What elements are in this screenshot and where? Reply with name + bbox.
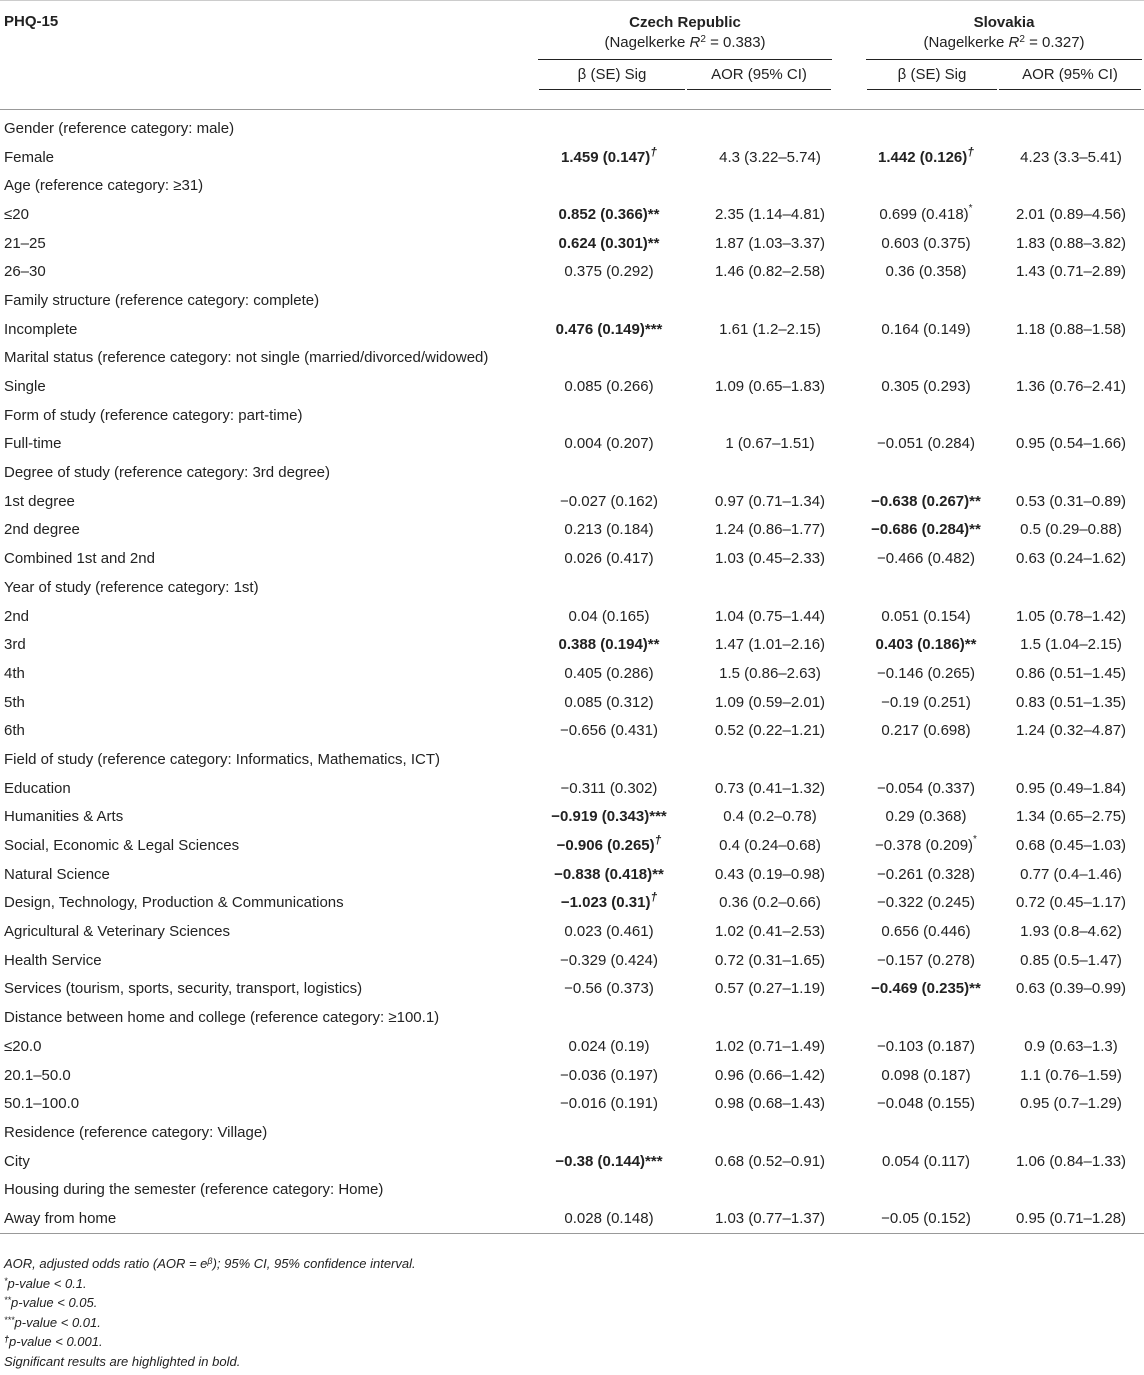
czech-aor-cell: 1.02 (0.71–1.49): [714, 1037, 826, 1055]
czech-aor-cell: 0.73 (0.41–1.32): [714, 779, 826, 797]
row-label: ≤20.0: [4, 1037, 42, 1055]
row-label: Single: [4, 378, 46, 396]
slovakia-beta-cell: −0.05 (0.152): [854, 1204, 998, 1233]
slovakia-beta-cell: −0.103 (0.187): [877, 1037, 975, 1055]
czech-aor-cell: 0.72 (0.31–1.65): [714, 951, 826, 969]
table-row: [0, 200, 1144, 229]
czech-beta-cell: 0.085 (0.312): [564, 693, 654, 711]
czech-aor-cell: 1.46 (0.82–2.58): [714, 263, 826, 281]
slovakia-aor-cell: 0.95 (0.49–1.84): [1015, 779, 1127, 797]
slovakia-aor-cell: 1.36 (0.76–2.41): [1015, 378, 1127, 396]
czech-beta-cell: 0.028 (0.148): [532, 1204, 686, 1233]
row-label: ≤20: [4, 205, 29, 223]
slovakia-aor-cell: 0.95 (0.7–1.29): [1020, 1095, 1122, 1113]
slovakia-beta-cell: −0.638 (0.267)**: [871, 492, 981, 510]
row-label: Humanities & Arts: [4, 808, 124, 826]
category-filler: [532, 401, 1144, 430]
czech-beta-cell: 0.388 (0.194)**: [558, 636, 660, 654]
row-label: 21–25: [4, 234, 46, 252]
czech-beta-cell: 0.004 (0.207): [564, 435, 654, 453]
slovakia-beta-cell: −0.686 (0.284)**: [871, 521, 981, 539]
czech-beta-cell: 0.04 (0.165): [568, 607, 650, 625]
czech-aor-cell: 0.97 (0.71–1.34): [714, 492, 826, 510]
dagger-mark: †: [650, 890, 658, 905]
slovakia-beta-cell: 0.305 (0.293): [881, 378, 971, 396]
slovakia-beta-cell: −0.048 (0.155): [877, 1095, 975, 1113]
category-filler: [532, 1118, 1144, 1147]
table-row: [0, 889, 1144, 918]
row-label: Health Service: [4, 951, 102, 969]
row-label: 2nd degree: [4, 521, 80, 539]
czech-aor-cell: 0.96 (0.66–1.42): [714, 1066, 826, 1084]
category-label: Degree of study (reference category: 3rd degree): [4, 464, 331, 482]
category-filler: [532, 573, 1144, 602]
czech-aor-cell: 1.61 (1.2–2.15): [719, 320, 821, 338]
slovakia-aor-cell: 0.72 (0.45–1.17): [1015, 894, 1127, 912]
slovakia-aor-cell: 0.83 (0.51–1.35): [1015, 693, 1127, 711]
slovakia-aor-cell: 1.43 (0.71–2.89): [1015, 263, 1127, 281]
czech-aor-cell: 4.3 (3.22–5.74): [719, 148, 821, 166]
footnote-p001: ***p-value < 0.01.: [4, 1314, 101, 1330]
row-label: Design, Technology, Production & Communications: [4, 894, 344, 912]
slovakia-beta-cell: −0.19 (0.251): [881, 693, 971, 711]
slovakia-aor-cell: 2.01 (0.89–4.56): [1015, 205, 1127, 223]
czech-beta-cell: 0.405 (0.286): [564, 664, 654, 682]
slovakia-aor-cell: 1.18 (0.88–1.58): [1015, 320, 1127, 338]
table-row: [0, 372, 1144, 401]
table-row: [0, 774, 1144, 803]
slovakia-beta-cell: 0.051 (0.154): [881, 607, 971, 625]
czech-beta-cell: 0.026 (0.417): [564, 550, 654, 568]
czech-aor-cell: 0.98 (0.68–1.43): [714, 1095, 826, 1113]
slovakia-country-name: Slovakia: [973, 14, 1035, 31]
star-mark: *: [968, 202, 973, 214]
table-row: [0, 1204, 1144, 1233]
czech-aor-cell: 0.43 (0.19–0.98): [714, 865, 826, 883]
category-row: [0, 110, 1144, 143]
category-filler: [532, 110, 1144, 143]
category-filler: [532, 171, 1144, 200]
czech-aor-cell: 0.57 (0.27–1.19): [714, 980, 826, 998]
slovakia-beta-cell: 0.217 (0.698): [881, 722, 971, 740]
czech-beta-cell: −1.023 (0.31)†: [560, 890, 658, 912]
czech-beta-cell: 0.375 (0.292): [564, 263, 654, 281]
slovakia-beta-cell: 0.054 (0.117): [881, 1152, 971, 1170]
slovakia-beta-cell: 0.656 (0.446): [881, 923, 971, 941]
czech-model-fit: (Nagelkerke $R^2 = 0.383$): [604, 34, 766, 51]
row-label: Agricultural & Veterinary Sciences: [4, 923, 230, 941]
table-row: [0, 803, 1144, 832]
category-label: Form of study (reference category: part-time): [4, 406, 303, 424]
slovakia-aor-cell: 0.5 (0.29–0.88): [1020, 521, 1122, 539]
slovakia-aor-cell: 4.23 (3.3–5.41): [1020, 148, 1122, 166]
category-filler: [532, 1175, 1144, 1204]
slovakia-model-fit: (Nagelkerke $R^2 = 0.327$): [923, 34, 1085, 51]
slovakia-beta-cell: 0.603 (0.375): [881, 234, 971, 252]
slovakia-beta-cell: 0.29 (0.368): [885, 808, 967, 826]
slovakia-aor-cell: 1.05 (0.78–1.42): [1015, 607, 1127, 625]
category-row: [0, 344, 1144, 373]
slovakia-aor-cell: 0.9 (0.63–1.3): [1024, 1037, 1118, 1055]
footnote-p0001: †p-value < 0.001.: [4, 1334, 103, 1350]
slovakia-aor-cell: 1.83 (0.88–3.82): [1015, 234, 1127, 252]
czech-country-name: Czech Republic: [629, 14, 741, 31]
footnote-abbreviations: AOR, adjusted odds ratio $(AOR = e^\beta)$; 95% CI, 95% confidence interval.: [4, 1256, 416, 1271]
dagger-mark: †: [654, 833, 662, 848]
row-label: Services (tourism, sports, security, transport, logistics): [4, 980, 363, 998]
slovakia-aor-cell: 1.1 (0.76–1.59): [1020, 1066, 1122, 1084]
slovakia-aor-cell: 1.24 (0.32–4.87): [1015, 722, 1127, 740]
footnote-bold-note: Significant results are highlighted in bold.: [4, 1353, 241, 1369]
category-label: Housing during the semester (reference category: Home): [4, 1181, 384, 1199]
czech-aor-cell: 1.5 (0.86–2.63): [719, 664, 821, 682]
dagger-mark: †: [967, 144, 974, 159]
category-label: Distance between home and college (reference category: ≥100.1): [4, 1009, 440, 1027]
row-label: Incomplete: [4, 320, 78, 338]
czech-aor-cell: 1 (0.67–1.51): [725, 435, 815, 453]
category-label: Family structure (reference category: complete): [4, 291, 320, 309]
czech-beta-cell: 0.024 (0.19): [568, 1037, 650, 1055]
row-label: Female: [4, 148, 55, 166]
czech-aor-cell: 1.24 (0.86–1.77): [714, 521, 826, 539]
regression-table: [0, 1, 1144, 1234]
slovakia-aor-header: AOR (95% CI): [998, 60, 1144, 109]
table-row: [0, 1089, 1144, 1118]
table-row: [0, 544, 1144, 573]
table-row: [0, 1147, 1144, 1176]
slovakia-beta-cell: 0.164 (0.149): [881, 320, 971, 338]
row-label: Away from home: [0, 1204, 532, 1233]
slovakia-beta-cell: −0.469 (0.235)**: [871, 980, 981, 998]
slovakia-beta-cell: −0.051 (0.284): [877, 435, 975, 453]
row-label: 6th: [4, 722, 25, 740]
slovakia-aor-cell: 0.95 (0.54–1.66): [1015, 435, 1127, 453]
table-row: [0, 487, 1144, 516]
category-row: [0, 401, 1144, 430]
table-row: [0, 716, 1144, 745]
slovakia-beta-cell: 0.403 (0.186)**: [875, 636, 977, 654]
czech-aor-header: AOR (95% CI): [686, 60, 854, 109]
table-row: [0, 516, 1144, 545]
slovakia-beta-cell: 0.098 (0.187): [881, 1066, 971, 1084]
category-row: [0, 458, 1144, 487]
table-header: [0, 1, 1144, 110]
czech-beta-cell: −0.311 (0.302): [560, 779, 658, 797]
czech-aor-cell: 0.4 (0.24–0.68): [719, 837, 821, 855]
table-row: [0, 229, 1144, 258]
category-row: [0, 1175, 1144, 1204]
czech-beta-cell: 0.476 (0.149)***: [555, 320, 663, 338]
category-row: [0, 1003, 1144, 1032]
czech-beta-cell: −0.906 (0.265)†: [556, 833, 662, 855]
slovakia-aor-cell: 1.06 (0.84–1.33): [1015, 1152, 1127, 1170]
category-label: Gender (reference category: male): [4, 119, 235, 137]
czech-beta-cell: −0.036 (0.197): [560, 1066, 658, 1084]
star-mark: *: [973, 834, 977, 846]
row-label: Social, Economic & Legal Sciences: [4, 837, 240, 855]
czech-aor-cell: 1.87 (1.03–3.37): [714, 234, 826, 252]
slovakia-aor-cell: 0.63 (0.24–1.62): [1015, 550, 1127, 568]
slovakia-beta-cell: −0.054 (0.337): [877, 779, 975, 797]
slovakia-beta-cell: 0.699 (0.418)*: [879, 202, 973, 223]
czech-beta-cell: 0.213 (0.184): [564, 521, 654, 539]
row-label: Combined 1st and 2nd: [4, 550, 155, 568]
table-row: [0, 630, 1144, 659]
category-filler: [532, 344, 1144, 373]
table-row: [0, 917, 1144, 946]
czech-aor-cell: 1.02 (0.41–2.53): [714, 923, 826, 941]
slovakia-beta-cell: −0.466 (0.482): [877, 550, 975, 568]
category-row: [0, 573, 1144, 602]
row-label: 50.1–100.0: [4, 1095, 80, 1113]
slovakia-beta-cell: −0.261 (0.328): [877, 865, 975, 883]
row-label: 26–30: [4, 263, 46, 281]
phq-15-header: PHQ-15: [4, 13, 59, 30]
czech-beta-cell: −0.027 (0.162): [560, 492, 658, 510]
table-row: [0, 430, 1144, 459]
category-label: Year of study (reference category: 1st): [4, 578, 259, 596]
table-row: [0, 1061, 1144, 1090]
czech-aor-cell: 1.09 (0.59–2.01): [714, 693, 826, 711]
slovakia-beta-cell: −0.378 (0.209)*: [875, 834, 977, 855]
slovakia-aor-cell: 1.5 (1.04–2.15): [1020, 636, 1122, 654]
table-footnotes: [4, 1254, 416, 1372]
category-row: [0, 745, 1144, 774]
czech-aor-cell: 1.09 (0.65–1.83): [714, 378, 826, 396]
slovakia-beta-cell: 0.36 (0.358): [885, 263, 967, 281]
category-row: [0, 171, 1144, 200]
slovakia-aor-cell: 1.93 (0.8–4.62): [1020, 923, 1122, 941]
table-row: [0, 688, 1144, 717]
slovakia-beta-cell: −0.322 (0.245): [877, 894, 975, 912]
slovakia-aor-cell: 0.85 (0.5–1.47): [1020, 951, 1122, 969]
czech-beta-cell: 0.023 (0.461): [564, 923, 654, 941]
czech-beta-cell: 0.624 (0.301)**: [558, 234, 660, 252]
table-row: [0, 257, 1144, 286]
slovakia-aor-cell: 0.53 (0.31–0.89): [1015, 492, 1127, 510]
category-filler: [532, 1003, 1144, 1032]
czech-header: [532, 1, 854, 60]
row-label: 20.1–50.0: [4, 1066, 71, 1084]
category-label: Field of study (reference category: Informatics, Mathematics, ICT): [4, 750, 440, 768]
czech-beta-cell: −0.016 (0.191): [560, 1095, 658, 1113]
category-label: Residence (reference category: Village): [4, 1123, 268, 1141]
category-label: Marital status (reference category: not single (married/divorced/widowed): [4, 349, 489, 367]
row-label: 5th: [4, 693, 25, 711]
czech-aor-cell: 1.03 (0.77–1.37): [686, 1204, 854, 1233]
slovakia-aor-cell: 0.86 (0.51–1.45): [1015, 664, 1127, 682]
row-label: 4th: [4, 664, 25, 682]
slovakia-beta-cell: 1.442 (0.126)†: [878, 144, 974, 166]
row-label: Education: [4, 779, 71, 797]
slovakia-beta-header: β (SE) Sig: [854, 60, 998, 109]
table-row: [0, 1032, 1144, 1061]
czech-beta-header: β (SE) Sig: [532, 60, 686, 109]
dagger-mark: †: [650, 144, 657, 159]
row-label: Natural Science: [4, 865, 110, 883]
czech-aor-cell: 0.36 (0.2–0.66): [719, 894, 821, 912]
czech-beta-cell: −0.329 (0.424): [560, 951, 658, 969]
slovakia-aor-cell: 0.95 (0.71–1.28): [998, 1204, 1144, 1233]
czech-beta-cell: −0.56 (0.373): [564, 980, 654, 998]
czech-beta-cell: −0.838 (0.418)**: [554, 865, 664, 883]
row-label: 1st degree: [4, 492, 75, 510]
table-row: [0, 659, 1144, 688]
slovakia-header: [854, 1, 1144, 60]
czech-aor-cell: 0.52 (0.22–1.21): [714, 722, 826, 740]
category-filler: [532, 458, 1144, 487]
footnote-p01: *p-value < 0.1.: [4, 1275, 87, 1291]
table-row: [0, 602, 1144, 631]
slovakia-aor-cell: 0.68 (0.45–1.03): [1015, 837, 1127, 855]
czech-aor-cell: 2.35 (1.14–4.81): [714, 205, 826, 223]
czech-aor-cell: 0.4 (0.2–0.78): [723, 808, 817, 826]
czech-beta-cell: −0.656 (0.431): [560, 722, 658, 740]
category-filler: [532, 286, 1144, 315]
czech-beta-cell: 0.085 (0.266): [564, 378, 654, 396]
czech-aor-cell: 1.47 (1.01–2.16): [714, 636, 826, 654]
czech-beta-cell: −0.38 (0.144)***: [555, 1152, 663, 1170]
row-label: 2nd: [4, 607, 30, 625]
table-body: [0, 110, 1144, 1234]
slovakia-aor-cell: 0.77 (0.4–1.46): [1020, 865, 1122, 883]
czech-aor-cell: 1.04 (0.75–1.44): [714, 607, 826, 625]
category-label: Age (reference category: ≥31): [4, 177, 204, 195]
row-label: 3rd: [4, 636, 26, 654]
table-row: [0, 143, 1144, 172]
czech-beta-cell: −0.919 (0.343)***: [551, 808, 667, 826]
row-label: City: [4, 1152, 30, 1170]
category-filler: [532, 745, 1144, 774]
table-row: [0, 860, 1144, 889]
row-label: Full-time: [4, 435, 62, 453]
table-row: [0, 975, 1144, 1004]
slovakia-aor-cell: 1.34 (0.65–2.75): [1015, 808, 1127, 826]
slovakia-beta-cell: −0.146 (0.265): [877, 664, 975, 682]
category-row: [0, 286, 1144, 315]
footnote-p005: **p-value < 0.05.: [4, 1295, 98, 1311]
category-row: [0, 1118, 1144, 1147]
slovakia-beta-cell: −0.157 (0.278): [877, 951, 975, 969]
czech-beta-cell: 0.852 (0.366)**: [558, 205, 660, 223]
slovakia-aor-cell: 0.63 (0.39–0.99): [1015, 980, 1127, 998]
czech-aor-cell: 0.68 (0.52–0.91): [714, 1152, 826, 1170]
czech-aor-cell: 1.03 (0.45–2.33): [714, 550, 826, 568]
table-row: [0, 315, 1144, 344]
czech-beta-cell: 1.459 (0.147)†: [561, 144, 657, 166]
table-row: [0, 831, 1144, 860]
table-row: [0, 946, 1144, 975]
